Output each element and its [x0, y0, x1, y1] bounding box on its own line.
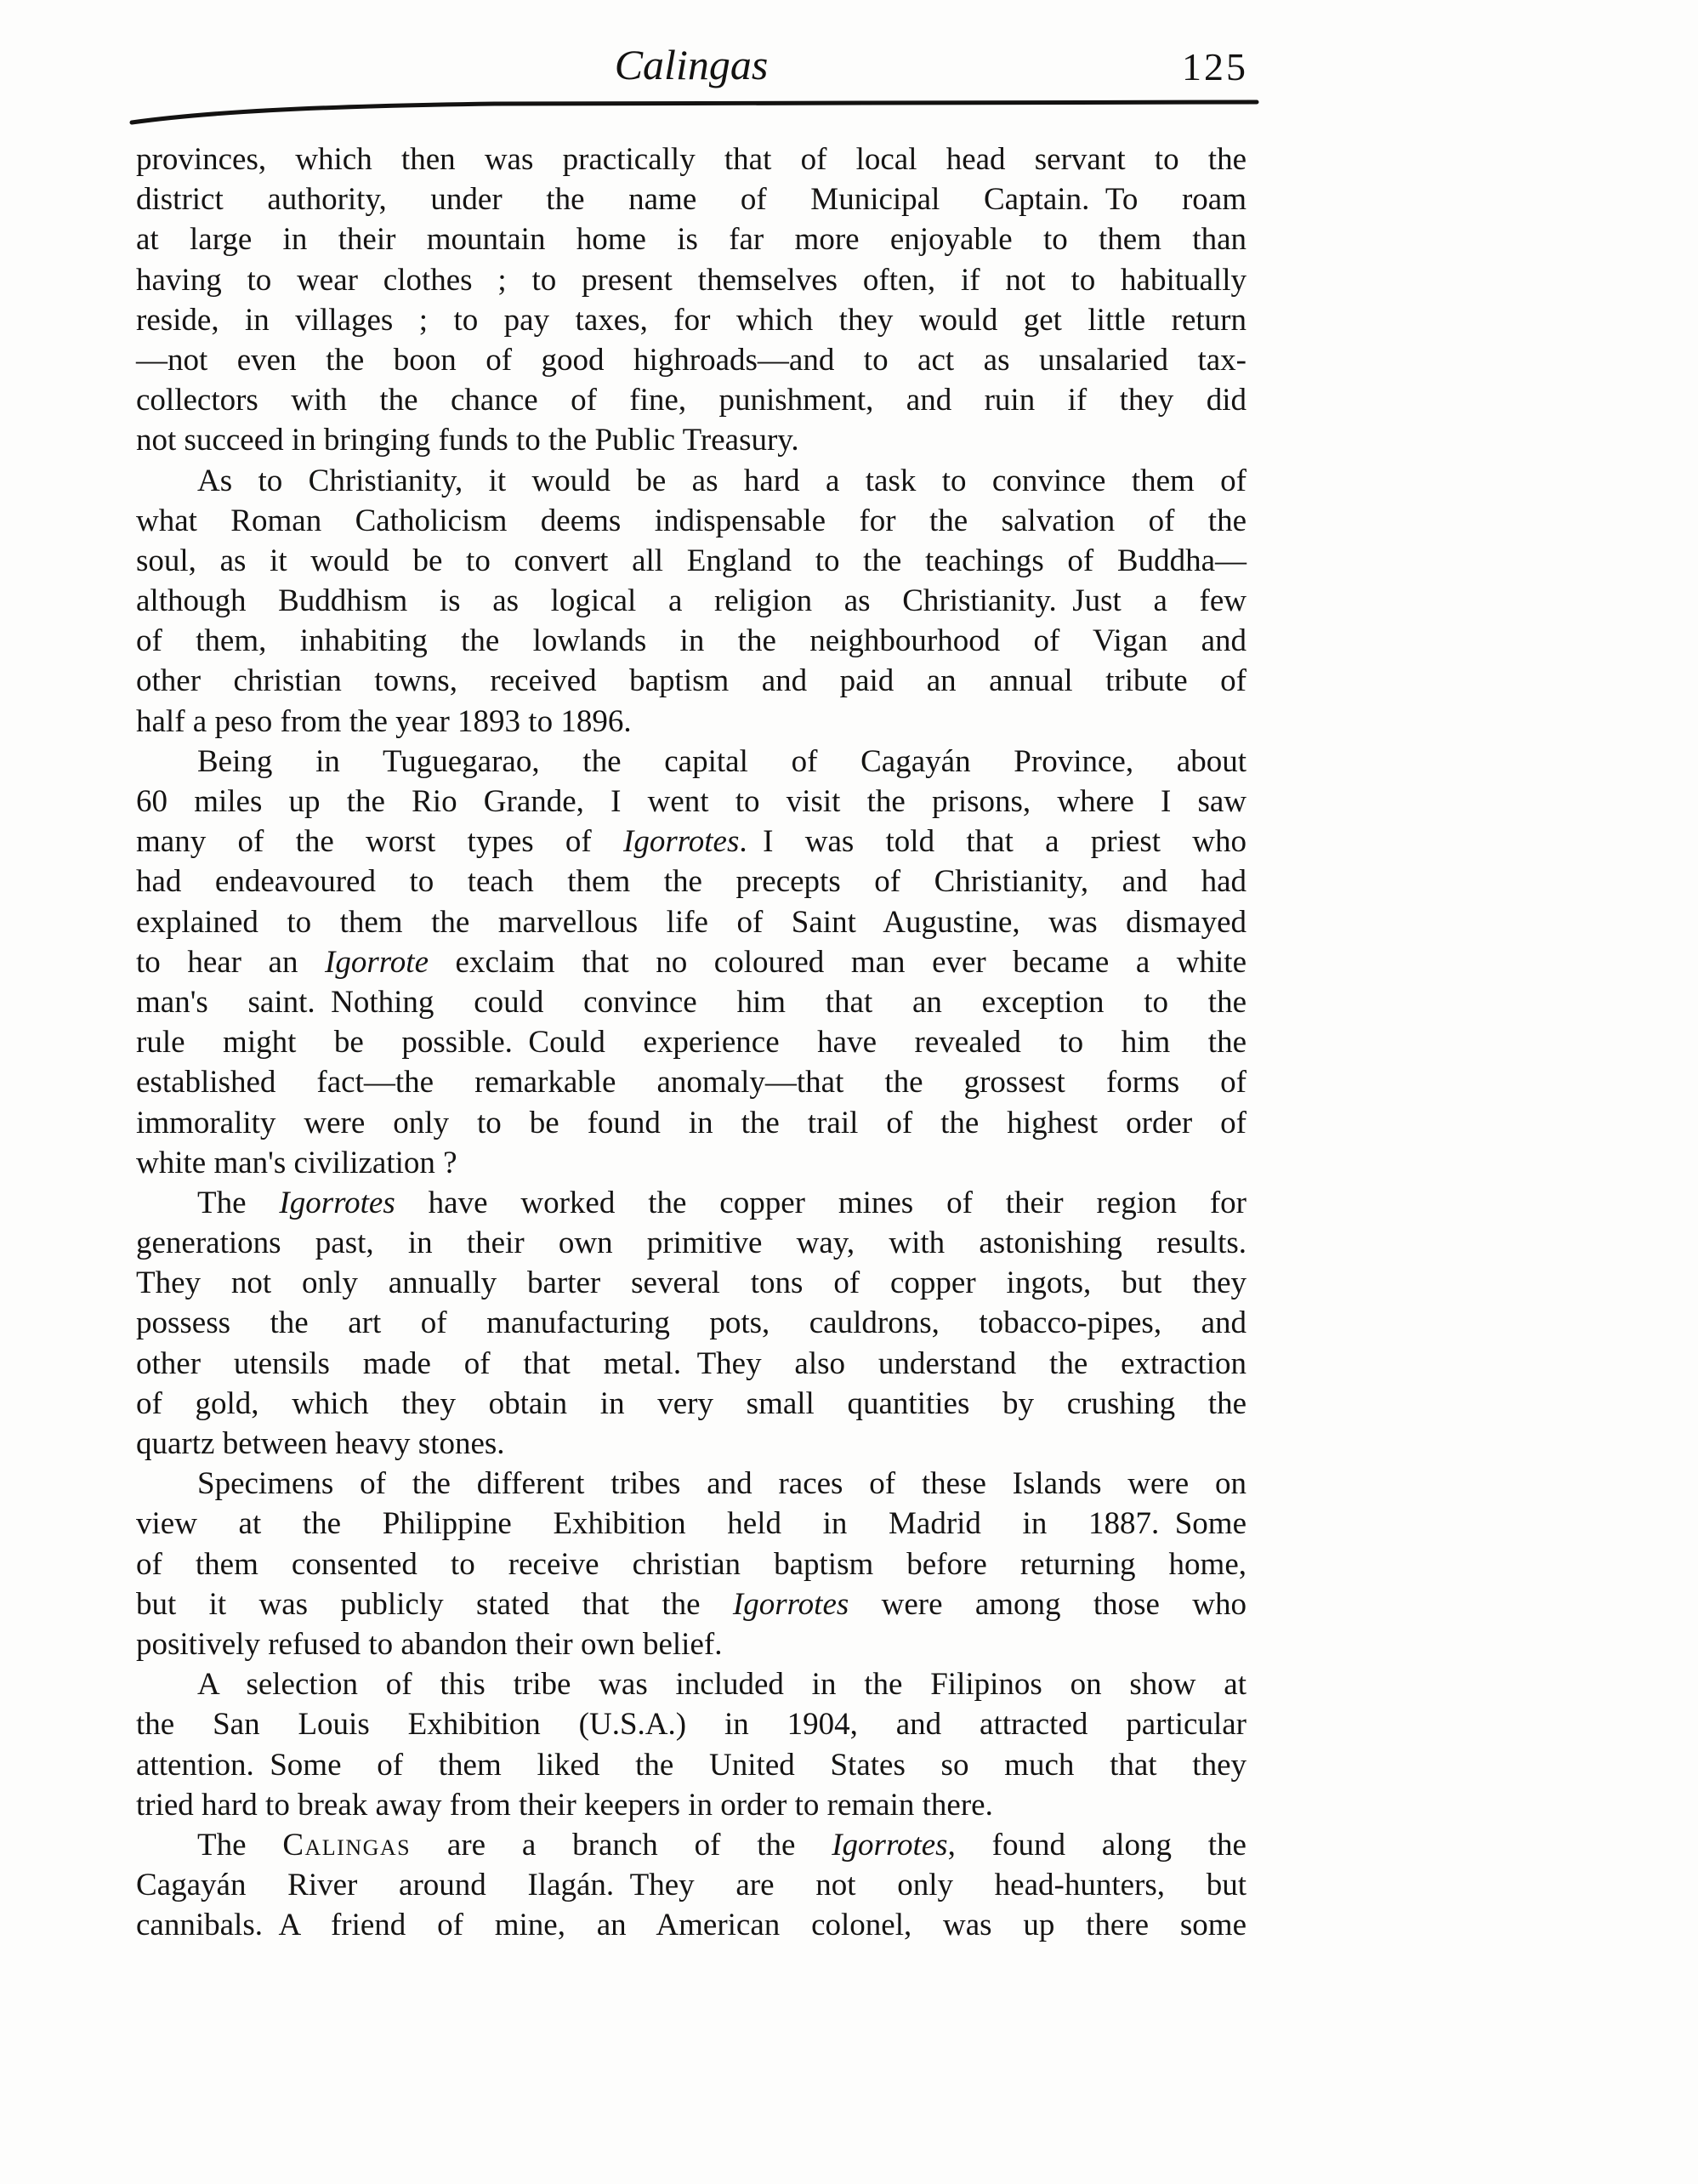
text-segment: had endeavoured to teach them the precepts of Christianity, and had: [136, 864, 1247, 900]
running-title: Calingas: [614, 41, 769, 88]
paragraph: [136, 1183, 1247, 1464]
text-segment: Specimens of the different tribes and races of these Islands were on: [197, 1466, 1247, 1502]
text-line: [136, 1544, 1247, 1584]
text-segment: quartz between heavy stones.: [136, 1426, 505, 1461]
text-segment: They not only annually barter several tons of copper ingots, but they: [136, 1265, 1247, 1301]
text-segment: established fact—the remarkable anomaly—that the grossest forms of: [136, 1065, 1247, 1101]
text-line: [136, 300, 1247, 340]
text-segment: although Buddhism is as logical a religion as Christianity. Just a few: [136, 583, 1247, 619]
paragraph: [136, 1825, 1247, 1946]
paragraph: [136, 461, 1247, 742]
page-text: [136, 139, 1247, 1945]
text-segment: of gold, which they obtain in very small quantities by crushing the: [136, 1385, 1247, 1421]
text-line: [136, 1384, 1247, 1424]
text-line: [136, 1865, 1247, 1905]
paragraph: [136, 139, 1247, 461]
text-segment: As to Christianity, it would be as hard a task to convince them of: [197, 463, 1247, 498]
text-segment: white man's civilization ?: [136, 1145, 457, 1180]
text-line: [136, 461, 1247, 501]
text-line: [136, 621, 1247, 661]
italic-text: Igorrotes: [832, 1827, 948, 1863]
text-line: [136, 1745, 1247, 1785]
text-line: [136, 501, 1247, 541]
text-line: [136, 340, 1247, 380]
italic-text: Igorrote: [325, 944, 429, 980]
text-segment: to hear an: [136, 944, 326, 980]
page-number: 125: [1182, 45, 1248, 88]
text-segment: collectors with the chance of fine, punishment, and ruin if they did: [136, 383, 1247, 418]
text-segment: reside, in villages ; to pay taxes, for which they would get little return: [136, 302, 1247, 338]
text-line: [136, 1303, 1247, 1343]
text-line: [136, 1103, 1247, 1143]
text-line: [136, 822, 1247, 862]
text-line: [136, 862, 1247, 901]
text-line: [136, 1504, 1247, 1544]
text-segment: rule might be possible. Could experience have revealed to him the: [136, 1025, 1247, 1061]
text-segment: view at the Philippine Exhibition held in Madrid in 1887. Some: [136, 1506, 1247, 1542]
smallcaps-text: Calingas: [282, 1827, 412, 1863]
text-segment: . I was told that a priest who: [739, 824, 1247, 860]
text-segment: The: [197, 1185, 280, 1220]
text-line: [136, 1785, 1247, 1825]
text-segment: having to wear clothes ; to present themselves often, if not to habitually: [136, 262, 1247, 298]
text-line: [136, 139, 1247, 179]
text-segment: generations past, in their own primitive way, with astonishing results.: [136, 1226, 1247, 1261]
text-segment: positively refused to abandon their own belief.: [136, 1626, 723, 1662]
text-line: [136, 219, 1247, 259]
text-line: [136, 1905, 1247, 1945]
text-segment: half a peso from the year 1893 to 1896.: [136, 703, 632, 739]
text-segment: —not even the boon of good highroads—and to act as unsalaried tax-: [136, 342, 1247, 378]
text-segment: attention. Some of them liked the United States so much that they: [136, 1747, 1247, 1783]
text-line: [136, 380, 1247, 420]
text-segment: exclaim that no coloured man ever became a white: [429, 944, 1247, 980]
text-segment: Being in Tuguegarao, the capital of Cagayán Province, about: [197, 743, 1247, 779]
text-line: [136, 702, 1247, 742]
text-line: [136, 1263, 1247, 1303]
text-segment: other utensils made of that metal. They also understand the extraction: [136, 1345, 1247, 1381]
text-line: [136, 1704, 1247, 1744]
text-segment: of them, inhabiting the lowlands in the neighbourhood of Vigan and: [136, 623, 1247, 659]
text-line: [136, 782, 1247, 822]
text-line: [136, 1183, 1247, 1223]
text-line: [136, 1424, 1247, 1464]
text-line: [136, 1464, 1247, 1504]
text-line: [136, 902, 1247, 942]
text-segment: have worked the copper mines of their region for: [395, 1185, 1247, 1220]
text-segment: soul, as it would be to convert all England to the teachings of Buddha—: [136, 543, 1247, 578]
text-segment: the San Louis Exhibition (U.S.A.) in 1904, and attracted particular: [136, 1707, 1247, 1743]
text-segment: 60 miles up the Rio Grande, I went to visit the prisons, where I saw: [136, 784, 1247, 819]
text-line: [136, 1664, 1247, 1704]
text-segment: what Roman Catholicism deems indispensable for the salvation of the: [136, 503, 1247, 538]
text-segment: cannibals. A friend of mine, an American colonel, was up there some: [136, 1908, 1247, 1943]
text-segment: but it was publicly stated that the: [136, 1586, 733, 1622]
text-segment: possess the art of manufacturing pots, cauldrons, tobacco-pipes, and: [136, 1305, 1247, 1341]
text-line: [136, 1584, 1247, 1624]
text-line: [136, 1022, 1247, 1062]
text-segment: immorality were only to be found in the trail of the highest order of: [136, 1105, 1247, 1140]
text-line: [136, 942, 1247, 982]
italic-text: Igorrotes: [279, 1185, 395, 1220]
text-line: [136, 1344, 1247, 1384]
text-segment: at large in their mountain home is far more enjoyable to them than: [136, 222, 1247, 258]
paragraph: [136, 742, 1247, 1183]
text-segment: district authority, under the name of Municipal Captain. To roam: [136, 182, 1247, 218]
italic-text: Igorrotes: [732, 1586, 849, 1622]
text-segment: other christian towns, received baptism and paid an annual tribute of: [136, 663, 1247, 699]
text-segment: , found along the: [947, 1827, 1247, 1863]
text-line: [136, 1223, 1247, 1263]
text-line: [136, 1143, 1247, 1183]
text-line: [136, 260, 1247, 300]
text-segment: man's saint. Nothing could convince him that an exception to the: [136, 984, 1247, 1020]
text-line: [136, 982, 1247, 1022]
text-segment: not succeed in bringing funds to the Public Treasury.: [136, 423, 799, 458]
text-segment: A selection of this tribe was included in the Filipinos on show at: [197, 1667, 1247, 1703]
text-line: [136, 742, 1247, 782]
text-line: [136, 1825, 1247, 1865]
italic-text: Igorrotes: [623, 824, 740, 860]
text-segment: provinces, which then was practically that of local head servant to the: [136, 142, 1247, 177]
text-segment: many of the worst types of: [136, 824, 624, 860]
text-line: [136, 661, 1247, 701]
text-segment: are a branch of the: [411, 1827, 832, 1863]
text-segment: The: [197, 1827, 283, 1863]
text-segment: explained to them the marvellous life of Saint Augustine, was dismayed: [136, 904, 1247, 940]
text-line: [136, 581, 1247, 621]
paragraph: [136, 1464, 1247, 1664]
text-line: [136, 179, 1247, 219]
text-line: [136, 541, 1247, 581]
text-segment: of them consented to receive christian baptism before returning home,: [136, 1546, 1247, 1582]
text-line: [136, 1062, 1247, 1102]
paragraph: [136, 1664, 1247, 1825]
text-segment: tried hard to break away from their keepers in order to remain there.: [136, 1787, 993, 1823]
text-segment: Cagayán River around Ilagán. They are not only head-hunters, but: [136, 1868, 1247, 1903]
header-rule-divider: [129, 94, 1260, 131]
text-line: [136, 1624, 1247, 1664]
text-line: [136, 420, 1247, 460]
text-segment: were among those who: [849, 1586, 1247, 1622]
